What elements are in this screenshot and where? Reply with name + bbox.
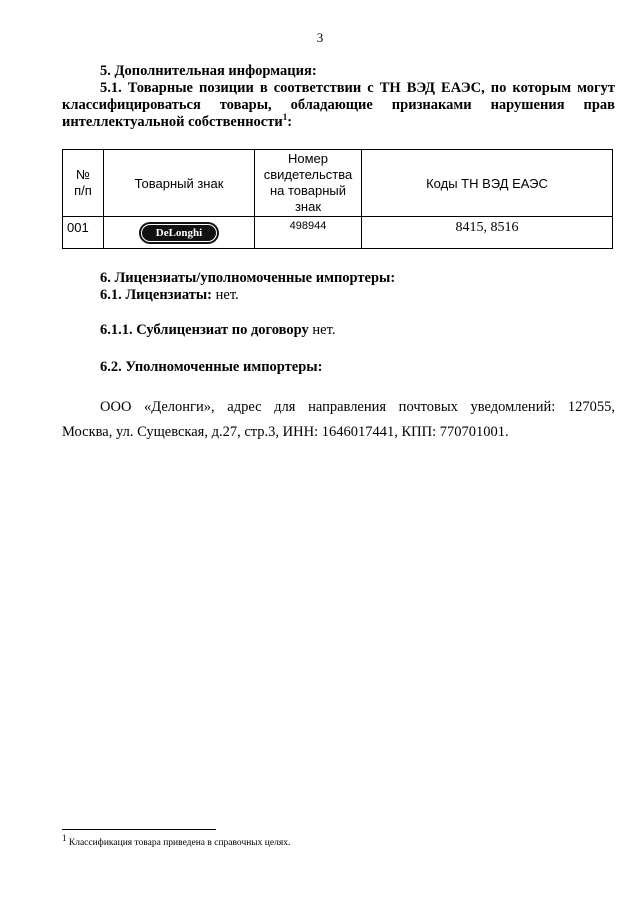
section-6-title: 6. Лицензиаты/уполномоченные импортеры:: [100, 270, 396, 286]
trademark-table: [62, 149, 613, 249]
header-cert-line4: знак: [294, 199, 322, 214]
page-number: 3: [316, 30, 324, 45]
footnote-divider: [62, 829, 216, 830]
importers-label: 6.2. Уполномоченные импортеры:: [100, 359, 323, 375]
licensees-label: 6.1. Лицензиаты:: [100, 287, 213, 303]
header-number-line2: п/п: [74, 183, 92, 198]
importer-line1: ООО «Делонги», адрес для направления почтовых уведомлений: 127055,: [100, 399, 615, 415]
footnote-marker: 1: [62, 833, 67, 843]
header-certificate: [255, 150, 362, 217]
section-6: [62, 270, 615, 304]
sublicensee-value: нет.: [308, 322, 336, 338]
sublicensee-label: 6.1.1. Сублицензиат по договору: [100, 322, 309, 338]
section-5-1-line2: классифицироваться товары, обладающие признаками нарушения прав: [62, 97, 615, 113]
sublicensee-line: [62, 322, 615, 339]
header-cert-line3: на товарный: [269, 183, 347, 198]
header-number-line1: №: [76, 167, 90, 182]
row-number: 001: [63, 217, 104, 249]
section-5-1-line3: [62, 114, 615, 131]
section-5-1-colon: :: [287, 114, 293, 130]
header-cert-line2: свидетельства: [263, 167, 353, 182]
row-trademark: [104, 217, 255, 249]
licensees-line: [62, 287, 615, 304]
importer-details: [62, 395, 615, 445]
section-5-title: [62, 63, 615, 131]
header-codes: Коды ТН ВЭД ЕАЭС: [362, 150, 613, 217]
footnote: [62, 833, 291, 849]
table-header-row: [63, 150, 613, 217]
section-5-heading: 5. Дополнительная информация:: [100, 63, 317, 79]
section-5-1-line1: 5.1. Товарные позиции в соответствии с ТН ВЭД ЕАЭС, по которым могут: [100, 80, 615, 96]
importer-line2: Москва, ул. Сущевская, д.27, стр.3, ИНН: 1646017441, КПП: 770701001.: [62, 424, 509, 440]
header-number: [63, 150, 104, 217]
row-certificate: 498944: [255, 217, 362, 249]
licensees-value: нет.: [212, 287, 239, 303]
delonghi-logo: DeLonghi: [141, 224, 217, 242]
footnote-ref: 1: [282, 112, 288, 123]
header-cert-line1: Номер: [287, 151, 328, 166]
table-row: [63, 217, 613, 249]
header-trademark: Товарный знак: [104, 150, 255, 217]
footnote-text: Классификация товара приведена в справочных целях.: [66, 838, 291, 849]
section-5-1-line3-text: интеллектуальной собственности: [62, 114, 283, 130]
row-codes: 8415, 8516: [362, 217, 613, 249]
